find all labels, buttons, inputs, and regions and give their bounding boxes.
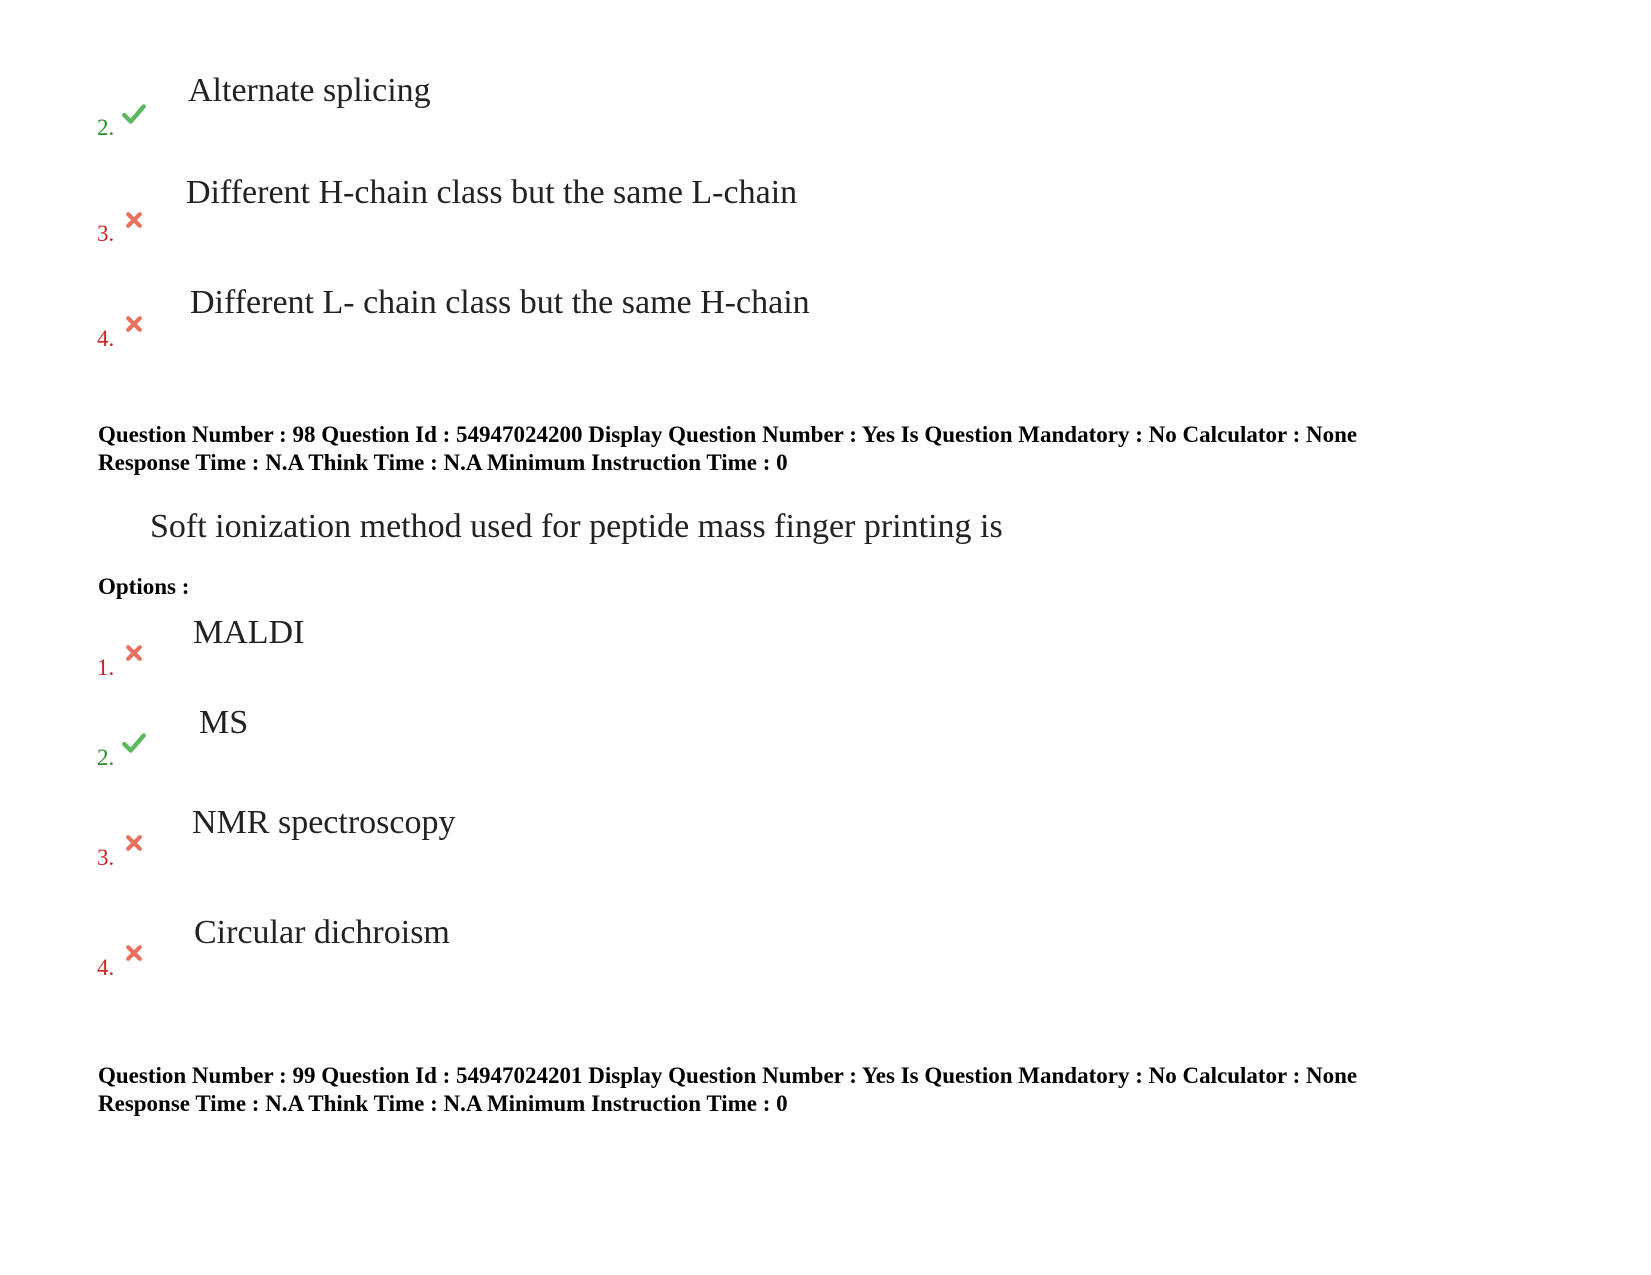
cross-icon <box>124 643 144 663</box>
question-text: Soft ionization method used for peptide mass finger printing is <box>150 508 1003 545</box>
option-number: 3. <box>97 845 115 870</box>
option-item <box>0 910 1000 990</box>
option-number: 1. <box>97 655 115 680</box>
option-text: MS <box>199 704 249 741</box>
options-label: Options : <box>98 574 190 599</box>
option-text: Different H-chain class but the same L-chain <box>186 174 798 211</box>
cross-icon <box>124 833 144 853</box>
question-meta-line1: Question Number : 98 Question Id : 54947024200 Display Question Number : Yes Is Question Mandatory : No Calculator : None <box>98 422 1358 447</box>
check-icon <box>121 101 147 127</box>
option-item <box>0 610 1000 690</box>
option-number: 4. <box>97 326 115 351</box>
cross-icon <box>124 943 144 963</box>
question-meta <box>98 421 1357 477</box>
option-item <box>0 700 1000 780</box>
cross-icon <box>124 210 144 230</box>
check-icon <box>121 730 147 756</box>
option-number: 3. <box>97 221 115 246</box>
option-number: 2. <box>97 115 115 140</box>
question-meta-line1: Question Number : 99 Question Id : 54947024201 Display Question Number : Yes Is Question Mandatory : No Calculator : None <box>98 1063 1358 1088</box>
option-number: 2. <box>97 745 115 770</box>
option-number: 4. <box>97 955 115 980</box>
option-text: Different L- chain class but the same H-chain <box>190 284 810 321</box>
question-meta-line2: Response Time : N.A Think Time : N.A Minimum Instruction Time : 0 <box>98 450 788 475</box>
option-text: MALDI <box>193 614 305 651</box>
cross-icon <box>124 314 144 334</box>
question-meta-line2: Response Time : N.A Think Time : N.A Minimum Instruction Time : 0 <box>98 1091 788 1116</box>
option-item <box>0 170 1000 250</box>
option-text: NMR spectroscopy <box>192 804 456 841</box>
option-item <box>0 70 1000 150</box>
option-item <box>0 800 1000 880</box>
option-text: Circular dichroism <box>194 914 450 951</box>
question-meta <box>98 1062 1357 1118</box>
option-item <box>0 280 1000 360</box>
option-text: Alternate splicing <box>188 72 431 109</box>
